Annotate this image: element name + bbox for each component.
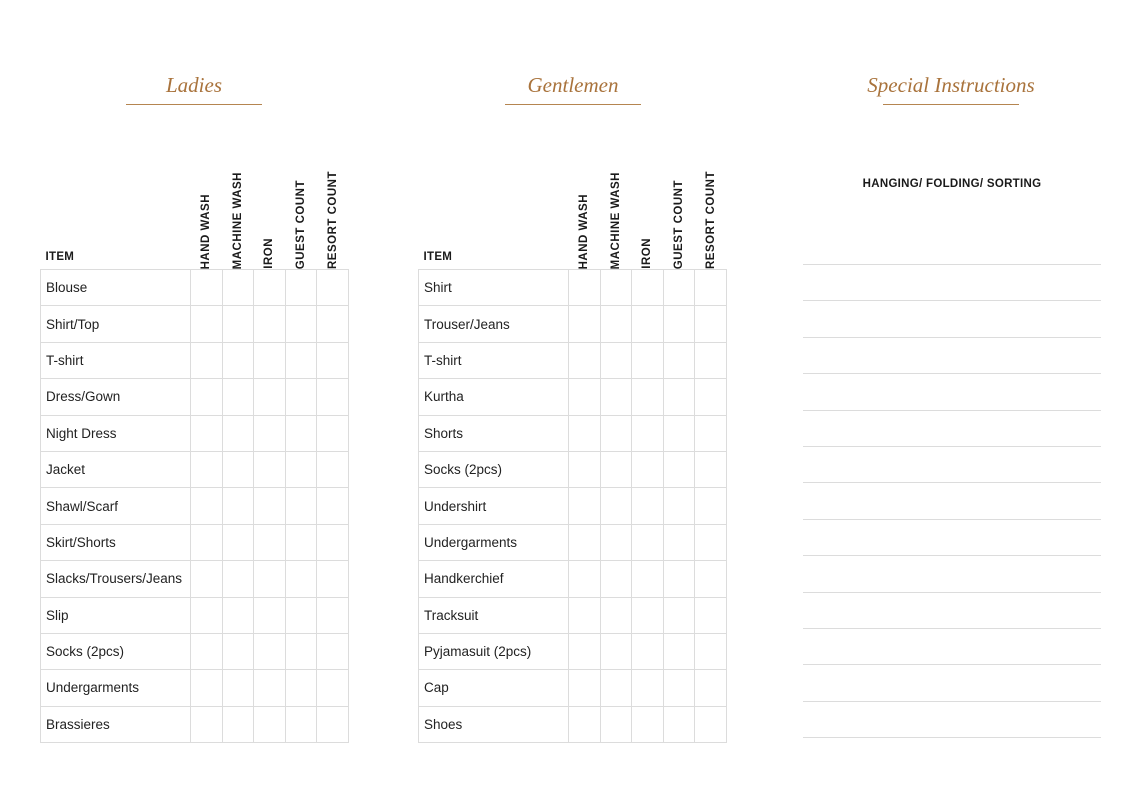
gentlemen-table bbox=[418, 155, 727, 743]
ladies-hand-wash-cell[interactable] bbox=[191, 706, 223, 742]
gentlemen-row bbox=[419, 270, 727, 306]
gentlemen-iron-header bbox=[632, 155, 664, 270]
gentlemen-machine-wash-cell[interactable] bbox=[600, 415, 632, 451]
gentlemen-hand-wash-label: HAND WASH bbox=[578, 193, 591, 269]
ladies-machine-wash-cell[interactable] bbox=[222, 379, 254, 415]
gentlemen-item-label: Shoes bbox=[419, 706, 569, 742]
gentlemen-machine-wash-cell[interactable] bbox=[600, 342, 632, 378]
ladies-resort-count-cell[interactable] bbox=[317, 451, 349, 487]
gentlemen-header-row bbox=[419, 155, 727, 270]
special-instruction-line[interactable] bbox=[803, 264, 1101, 300]
ladies-item-label: Slip bbox=[41, 597, 191, 633]
ladies-resort-count-header bbox=[317, 155, 349, 270]
ladies-iron-cell[interactable] bbox=[254, 488, 286, 524]
ladies-machine-wash-label: MACHINE WASH bbox=[231, 171, 244, 269]
ladies-guest-count-cell[interactable] bbox=[285, 561, 317, 597]
gentlemen-iron-cell[interactable] bbox=[632, 524, 664, 560]
gentlemen-iron-cell[interactable] bbox=[632, 306, 664, 342]
gentlemen-machine-wash-cell[interactable] bbox=[600, 706, 632, 742]
gentlemen-row bbox=[419, 633, 727, 669]
gentlemen-row bbox=[419, 451, 727, 487]
gentlemen-machine-wash-cell[interactable] bbox=[600, 379, 632, 415]
ladies-iron-cell[interactable] bbox=[254, 379, 286, 415]
ladies-row bbox=[41, 597, 349, 633]
gentlemen-item-label: Pyjamasuit (2pcs) bbox=[419, 633, 569, 669]
ladies-guest-count-cell[interactable] bbox=[285, 379, 317, 415]
ladies-machine-wash-cell[interactable] bbox=[222, 633, 254, 669]
gentlemen-hand-wash-cell[interactable] bbox=[569, 633, 601, 669]
ladies-item-label: Socks (2pcs) bbox=[41, 633, 191, 669]
gentlemen-row bbox=[419, 597, 727, 633]
ladies-hand-wash-cell[interactable] bbox=[191, 561, 223, 597]
gentlemen-iron-cell[interactable] bbox=[632, 561, 664, 597]
ladies-resort-count-cell[interactable] bbox=[317, 670, 349, 706]
gentlemen-resort-count-cell[interactable] bbox=[695, 706, 727, 742]
gentlemen-resort-count-cell[interactable] bbox=[695, 670, 727, 706]
gentlemen-section-title bbox=[505, 70, 641, 110]
gentlemen-row bbox=[419, 706, 727, 742]
ladies-iron-cell[interactable] bbox=[254, 597, 286, 633]
gentlemen-hand-wash-cell[interactable] bbox=[569, 706, 601, 742]
gentlemen-iron-cell[interactable] bbox=[632, 379, 664, 415]
ladies-table-body bbox=[41, 270, 349, 743]
gentlemen-guest-count-cell[interactable] bbox=[663, 670, 695, 706]
ladies-item-label: Blouse bbox=[41, 270, 191, 306]
gentlemen-row bbox=[419, 379, 727, 415]
ladies-guest-count-cell[interactable] bbox=[285, 415, 317, 451]
ladies-machine-wash-cell[interactable] bbox=[222, 524, 254, 560]
ladies-item-label: Undergarments bbox=[41, 670, 191, 706]
ladies-hand-wash-cell[interactable] bbox=[191, 633, 223, 669]
special-instruction-line[interactable] bbox=[803, 592, 1101, 628]
gentlemen-resort-count-cell[interactable] bbox=[695, 270, 727, 306]
gentlemen-hand-wash-header bbox=[569, 155, 601, 270]
ladies-iron-cell[interactable] bbox=[254, 451, 286, 487]
ladies-item-label: Jacket bbox=[41, 451, 191, 487]
ladies-resort-count-cell[interactable] bbox=[317, 342, 349, 378]
ladies-machine-wash-cell[interactable] bbox=[222, 488, 254, 524]
ladies-hand-wash-cell[interactable] bbox=[191, 342, 223, 378]
gentlemen-guest-count-label: GUEST COUNT bbox=[673, 179, 686, 269]
gentlemen-guest-count-cell[interactable] bbox=[663, 633, 695, 669]
ladies-iron-cell[interactable] bbox=[254, 524, 286, 560]
gentlemen-row bbox=[419, 306, 727, 342]
gentlemen-item-label: Cap bbox=[419, 670, 569, 706]
ladies-item-label: Slacks/Trousers/Jeans bbox=[41, 561, 191, 597]
gentlemen-item-header: ITEM bbox=[423, 251, 453, 263]
special-instruction-line[interactable] bbox=[803, 482, 1101, 518]
ladies-table bbox=[40, 155, 349, 743]
gentlemen-machine-wash-cell[interactable] bbox=[600, 488, 632, 524]
gentlemen-hand-wash-cell[interactable] bbox=[569, 597, 601, 633]
ladies-iron-cell[interactable] bbox=[254, 415, 286, 451]
gentlemen-hand-wash-cell[interactable] bbox=[569, 561, 601, 597]
ladies-guest-count-cell[interactable] bbox=[285, 451, 317, 487]
ladies-row bbox=[41, 379, 349, 415]
ladies-guest-count-header bbox=[285, 155, 317, 270]
ladies-machine-wash-cell[interactable] bbox=[222, 415, 254, 451]
special-instruction-line[interactable] bbox=[803, 701, 1101, 738]
ladies-hand-wash-cell[interactable] bbox=[191, 306, 223, 342]
gentlemen-iron-cell[interactable] bbox=[632, 706, 664, 742]
gentlemen-machine-wash-cell[interactable] bbox=[600, 633, 632, 669]
gentlemen-title-underline bbox=[505, 104, 641, 105]
ladies-hand-wash-cell[interactable] bbox=[191, 597, 223, 633]
ladies-title-underline bbox=[126, 104, 262, 105]
special-instruction-line[interactable] bbox=[803, 373, 1101, 409]
ladies-row bbox=[41, 270, 349, 306]
ladies-iron-cell[interactable] bbox=[254, 306, 286, 342]
ladies-resort-count-cell[interactable] bbox=[317, 488, 349, 524]
gentlemen-guest-count-cell[interactable] bbox=[663, 379, 695, 415]
gentlemen-iron-cell[interactable] bbox=[632, 415, 664, 451]
special-instruction-line[interactable] bbox=[803, 628, 1101, 664]
ladies-item-header: ITEM bbox=[45, 251, 75, 263]
special-instruction-line[interactable] bbox=[803, 410, 1101, 446]
gentlemen-item-label: Undershirt bbox=[419, 488, 569, 524]
ladies-row bbox=[41, 415, 349, 451]
special-instruction-line[interactable] bbox=[803, 337, 1101, 373]
gentlemen-hand-wash-cell[interactable] bbox=[569, 306, 601, 342]
special-section-title bbox=[851, 70, 1051, 110]
gentlemen-table-body bbox=[419, 270, 727, 743]
special-instructions-lines bbox=[803, 264, 1101, 738]
gentlemen-iron-cell[interactable] bbox=[632, 342, 664, 378]
gentlemen-hand-wash-cell[interactable] bbox=[569, 270, 601, 306]
gentlemen-iron-cell[interactable] bbox=[632, 670, 664, 706]
ladies-iron-header bbox=[254, 155, 286, 270]
gentlemen-resort-count-cell[interactable] bbox=[695, 524, 727, 560]
ladies-hand-wash-cell[interactable] bbox=[191, 524, 223, 560]
special-instruction-line[interactable] bbox=[803, 555, 1101, 591]
ladies-resort-count-cell[interactable] bbox=[317, 597, 349, 633]
gentlemen-item-label: Kurtha bbox=[419, 379, 569, 415]
ladies-guest-count-cell[interactable] bbox=[285, 488, 317, 524]
ladies-hand-wash-cell[interactable] bbox=[191, 379, 223, 415]
ladies-guest-count-cell[interactable] bbox=[285, 597, 317, 633]
ladies-machine-wash-cell[interactable] bbox=[222, 270, 254, 306]
gentlemen-machine-wash-cell[interactable] bbox=[600, 524, 632, 560]
ladies-resort-count-cell[interactable] bbox=[317, 524, 349, 560]
gentlemen-title: Gentlemen bbox=[527, 73, 619, 97]
ladies-machine-wash-cell[interactable] bbox=[222, 670, 254, 706]
gentlemen-iron-cell[interactable] bbox=[632, 270, 664, 306]
ladies-row bbox=[41, 633, 349, 669]
gentlemen-row bbox=[419, 561, 727, 597]
ladies-guest-count-cell[interactable] bbox=[285, 270, 317, 306]
gentlemen-hand-wash-cell[interactable] bbox=[569, 342, 601, 378]
gentlemen-resort-count-cell[interactable] bbox=[695, 451, 727, 487]
ladies-hand-wash-cell[interactable] bbox=[191, 270, 223, 306]
ladies-hand-wash-header bbox=[191, 155, 223, 270]
gentlemen-item-label: Shirt bbox=[419, 270, 569, 306]
ladies-guest-count-cell[interactable] bbox=[285, 670, 317, 706]
ladies-row bbox=[41, 306, 349, 342]
ladies-row bbox=[41, 488, 349, 524]
ladies-iron-cell[interactable] bbox=[254, 633, 286, 669]
ladies-row bbox=[41, 561, 349, 597]
gentlemen-machine-wash-header bbox=[600, 155, 632, 270]
ladies-machine-wash-cell[interactable] bbox=[222, 306, 254, 342]
ladies-row bbox=[41, 342, 349, 378]
gentlemen-hand-wash-cell[interactable] bbox=[569, 488, 601, 524]
special-title: Special Instructions bbox=[867, 73, 1035, 97]
ladies-resort-count-cell[interactable] bbox=[317, 379, 349, 415]
gentlemen-guest-count-cell[interactable] bbox=[663, 524, 695, 560]
ladies-iron-label: IRON bbox=[263, 238, 276, 269]
gentlemen-guest-count-header bbox=[663, 155, 695, 270]
ladies-hand-wash-label: HAND WASH bbox=[200, 193, 213, 269]
ladies-header-row bbox=[41, 155, 349, 270]
gentlemen-machine-wash-cell[interactable] bbox=[600, 306, 632, 342]
gentlemen-row bbox=[419, 488, 727, 524]
ladies-row bbox=[41, 706, 349, 742]
gentlemen-iron-cell[interactable] bbox=[632, 451, 664, 487]
gentlemen-machine-wash-cell[interactable] bbox=[600, 270, 632, 306]
ladies-section-title bbox=[126, 70, 262, 110]
ladies-resort-count-label: RESORT COUNT bbox=[326, 171, 339, 269]
gentlemen-guest-count-cell[interactable] bbox=[663, 306, 695, 342]
ladies-iron-cell[interactable] bbox=[254, 561, 286, 597]
gentlemen-resort-count-cell[interactable] bbox=[695, 415, 727, 451]
ladies-hand-wash-cell[interactable] bbox=[191, 451, 223, 487]
gentlemen-row bbox=[419, 342, 727, 378]
gentlemen-item-label: Handkerchief bbox=[419, 561, 569, 597]
ladies-resort-count-cell[interactable] bbox=[317, 633, 349, 669]
gentlemen-iron-cell[interactable] bbox=[632, 597, 664, 633]
ladies-machine-wash-cell[interactable] bbox=[222, 706, 254, 742]
ladies-resort-count-cell[interactable] bbox=[317, 306, 349, 342]
ladies-iron-cell[interactable] bbox=[254, 270, 286, 306]
gentlemen-guest-count-cell[interactable] bbox=[663, 415, 695, 451]
ladies-row bbox=[41, 670, 349, 706]
ladies-row bbox=[41, 524, 349, 560]
gentlemen-resort-count-cell[interactable] bbox=[695, 379, 727, 415]
gentlemen-item-label: Trouser/Jeans bbox=[419, 306, 569, 342]
gentlemen-item-label: Tracksuit bbox=[419, 597, 569, 633]
gentlemen-guest-count-cell[interactable] bbox=[663, 597, 695, 633]
gentlemen-resort-count-header bbox=[695, 155, 727, 270]
special-instruction-line[interactable] bbox=[803, 664, 1101, 700]
ladies-item-label: Shawl/Scarf bbox=[41, 488, 191, 524]
ladies-item-label: Dress/Gown bbox=[41, 379, 191, 415]
ladies-machine-wash-cell[interactable] bbox=[222, 597, 254, 633]
gentlemen-resort-count-label: RESORT COUNT bbox=[704, 171, 717, 269]
special-title-underline bbox=[883, 104, 1019, 105]
gentlemen-hand-wash-cell[interactable] bbox=[569, 415, 601, 451]
ladies-iron-cell[interactable] bbox=[254, 670, 286, 706]
gentlemen-guest-count-cell[interactable] bbox=[663, 342, 695, 378]
ladies-machine-wash-cell[interactable] bbox=[222, 561, 254, 597]
ladies-guest-count-cell[interactable] bbox=[285, 524, 317, 560]
ladies-row bbox=[41, 451, 349, 487]
gentlemen-iron-cell[interactable] bbox=[632, 633, 664, 669]
ladies-iron-cell[interactable] bbox=[254, 706, 286, 742]
gentlemen-iron-label: IRON bbox=[641, 238, 654, 269]
gentlemen-guest-count-cell[interactable] bbox=[663, 561, 695, 597]
gentlemen-resort-count-cell[interactable] bbox=[695, 561, 727, 597]
ladies-guest-count-label: GUEST COUNT bbox=[295, 179, 308, 269]
ladies-hand-wash-cell[interactable] bbox=[191, 488, 223, 524]
ladies-resort-count-cell[interactable] bbox=[317, 561, 349, 597]
ladies-item-label: Brassieres bbox=[41, 706, 191, 742]
ladies-iron-cell[interactable] bbox=[254, 342, 286, 378]
ladies-item-label: T-shirt bbox=[41, 342, 191, 378]
gentlemen-machine-wash-cell[interactable] bbox=[600, 670, 632, 706]
ladies-guest-count-cell[interactable] bbox=[285, 706, 317, 742]
gentlemen-resort-count-cell[interactable] bbox=[695, 342, 727, 378]
gentlemen-resort-count-cell[interactable] bbox=[695, 306, 727, 342]
gentlemen-hand-wash-cell[interactable] bbox=[569, 670, 601, 706]
ladies-hand-wash-cell[interactable] bbox=[191, 670, 223, 706]
gentlemen-row bbox=[419, 415, 727, 451]
ladies-title: Ladies bbox=[165, 73, 222, 97]
special-instruction-line[interactable] bbox=[803, 446, 1101, 482]
gentlemen-hand-wash-cell[interactable] bbox=[569, 451, 601, 487]
ladies-item-label: Skirt/Shorts bbox=[41, 524, 191, 560]
gentlemen-row bbox=[419, 524, 727, 560]
gentlemen-hand-wash-cell[interactable] bbox=[569, 524, 601, 560]
ladies-guest-count-cell[interactable] bbox=[285, 306, 317, 342]
gentlemen-resort-count-cell[interactable] bbox=[695, 488, 727, 524]
ladies-machine-wash-header bbox=[222, 155, 254, 270]
gentlemen-item-label: Undergarments bbox=[419, 524, 569, 560]
special-instruction-line[interactable] bbox=[803, 300, 1101, 336]
gentlemen-item-label: Shorts bbox=[419, 415, 569, 451]
gentlemen-item-label: Socks (2pcs) bbox=[419, 451, 569, 487]
ladies-resort-count-cell[interactable] bbox=[317, 706, 349, 742]
ladies-guest-count-cell[interactable] bbox=[285, 342, 317, 378]
gentlemen-machine-wash-cell[interactable] bbox=[600, 597, 632, 633]
ladies-guest-count-cell[interactable] bbox=[285, 633, 317, 669]
gentlemen-guest-count-cell[interactable] bbox=[663, 488, 695, 524]
gentlemen-machine-wash-label: MACHINE WASH bbox=[609, 171, 622, 269]
gentlemen-machine-wash-cell[interactable] bbox=[600, 451, 632, 487]
special-instruction-line[interactable] bbox=[803, 519, 1101, 555]
ladies-machine-wash-cell[interactable] bbox=[222, 451, 254, 487]
ladies-machine-wash-cell[interactable] bbox=[222, 342, 254, 378]
gentlemen-iron-cell[interactable] bbox=[632, 488, 664, 524]
gentlemen-item-label: T-shirt bbox=[419, 342, 569, 378]
gentlemen-machine-wash-cell[interactable] bbox=[600, 561, 632, 597]
gentlemen-row bbox=[419, 670, 727, 706]
gentlemen-guest-count-cell[interactable] bbox=[663, 451, 695, 487]
gentlemen-hand-wash-cell[interactable] bbox=[569, 379, 601, 415]
ladies-resort-count-cell[interactable] bbox=[317, 415, 349, 451]
ladies-resort-count-cell[interactable] bbox=[317, 270, 349, 306]
gentlemen-resort-count-cell[interactable] bbox=[695, 633, 727, 669]
ladies-item-label: Night Dress bbox=[41, 415, 191, 451]
gentlemen-guest-count-cell[interactable] bbox=[663, 270, 695, 306]
ladies-hand-wash-cell[interactable] bbox=[191, 415, 223, 451]
special-instructions-header: HANGING/ FOLDING/ SORTING bbox=[862, 178, 1042, 190]
gentlemen-resort-count-cell[interactable] bbox=[695, 597, 727, 633]
ladies-item-label: Shirt/Top bbox=[41, 306, 191, 342]
gentlemen-guest-count-cell[interactable] bbox=[663, 706, 695, 742]
